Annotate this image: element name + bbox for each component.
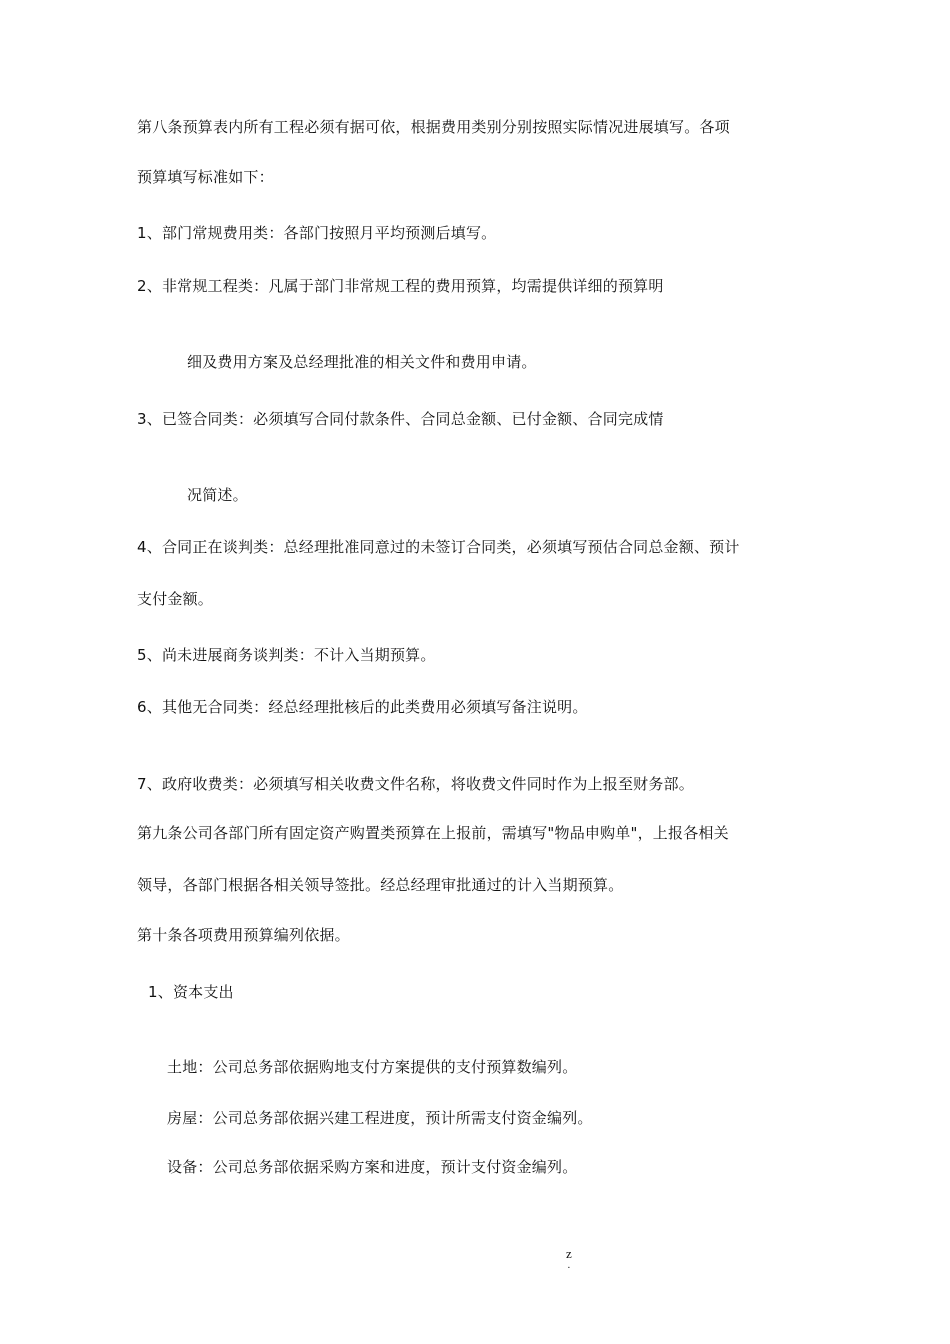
line-item-6: 6、其他无合同类：经总经理批核后的此类费用必须填写备注说明。	[137, 698, 588, 716]
line-item-2-a: 2、非常规工程类：凡属于部门非常规工程的费用预算，均需提供详细的预算明	[137, 277, 664, 295]
line-item-4-a: 4、合同正在谈判类：总经理批准同意过的未签订合同类，必须填写预估合同总金额、预计	[137, 538, 740, 556]
line-item-4-b: 支付金额。	[137, 590, 214, 608]
line-item-1: 1、部门常规费用类：各部门按照月平均预测后填写。	[137, 224, 497, 242]
line-item-3-b: 况简述。	[187, 486, 248, 504]
line-article-9-b: 领导，各部门根据各相关领导签批。经总经理审批通过的计入当期预算。	[137, 876, 624, 894]
line-capital-expense: 1、资本支出	[148, 983, 234, 1001]
line-land: 土地：公司总务部依据购地支付方案提供的支付预算数编列。	[167, 1058, 578, 1076]
line-article-10: 第十条各项费用预算编列依据。	[137, 926, 350, 944]
line-building: 房屋：公司总务部依据兴建工程进度，预计所需支付资金编列。	[167, 1109, 593, 1127]
line-article-8-a: 第八条预算表内所有工程必须有据可依，根据费用类别分别按照实际情况进展填写。各项	[137, 118, 730, 136]
line-item-2-b: 细及费用方案及总经理批准的相关文件和费用申请。	[187, 353, 537, 371]
line-article-9-a: 第九条公司各部门所有固定资产购置类预算在上报前，需填写"物品申购单"，上报各相关	[137, 824, 729, 842]
page-footer-mark	[566, 1246, 572, 1270]
footer-letter: z	[566, 1246, 572, 1261]
line-equipment: 设备：公司总务部依据采购方案和进度，预计支付资金编列。	[167, 1158, 578, 1176]
line-item-3-a: 3、已签合同类：必须填写合同付款条件、合同总金额、已付金额、合同完成情	[137, 410, 664, 428]
line-item-7: 7、政府收费类：必须填写相关收费文件名称，将收费文件同时作为上报至财务部。	[137, 775, 694, 793]
line-item-5: 5、尚未进展商务谈判类：不计入当期预算。	[137, 646, 436, 664]
footer-dot: .	[567, 1260, 571, 1271]
line-article-8-b: 预算填写标准如下：	[137, 168, 274, 186]
